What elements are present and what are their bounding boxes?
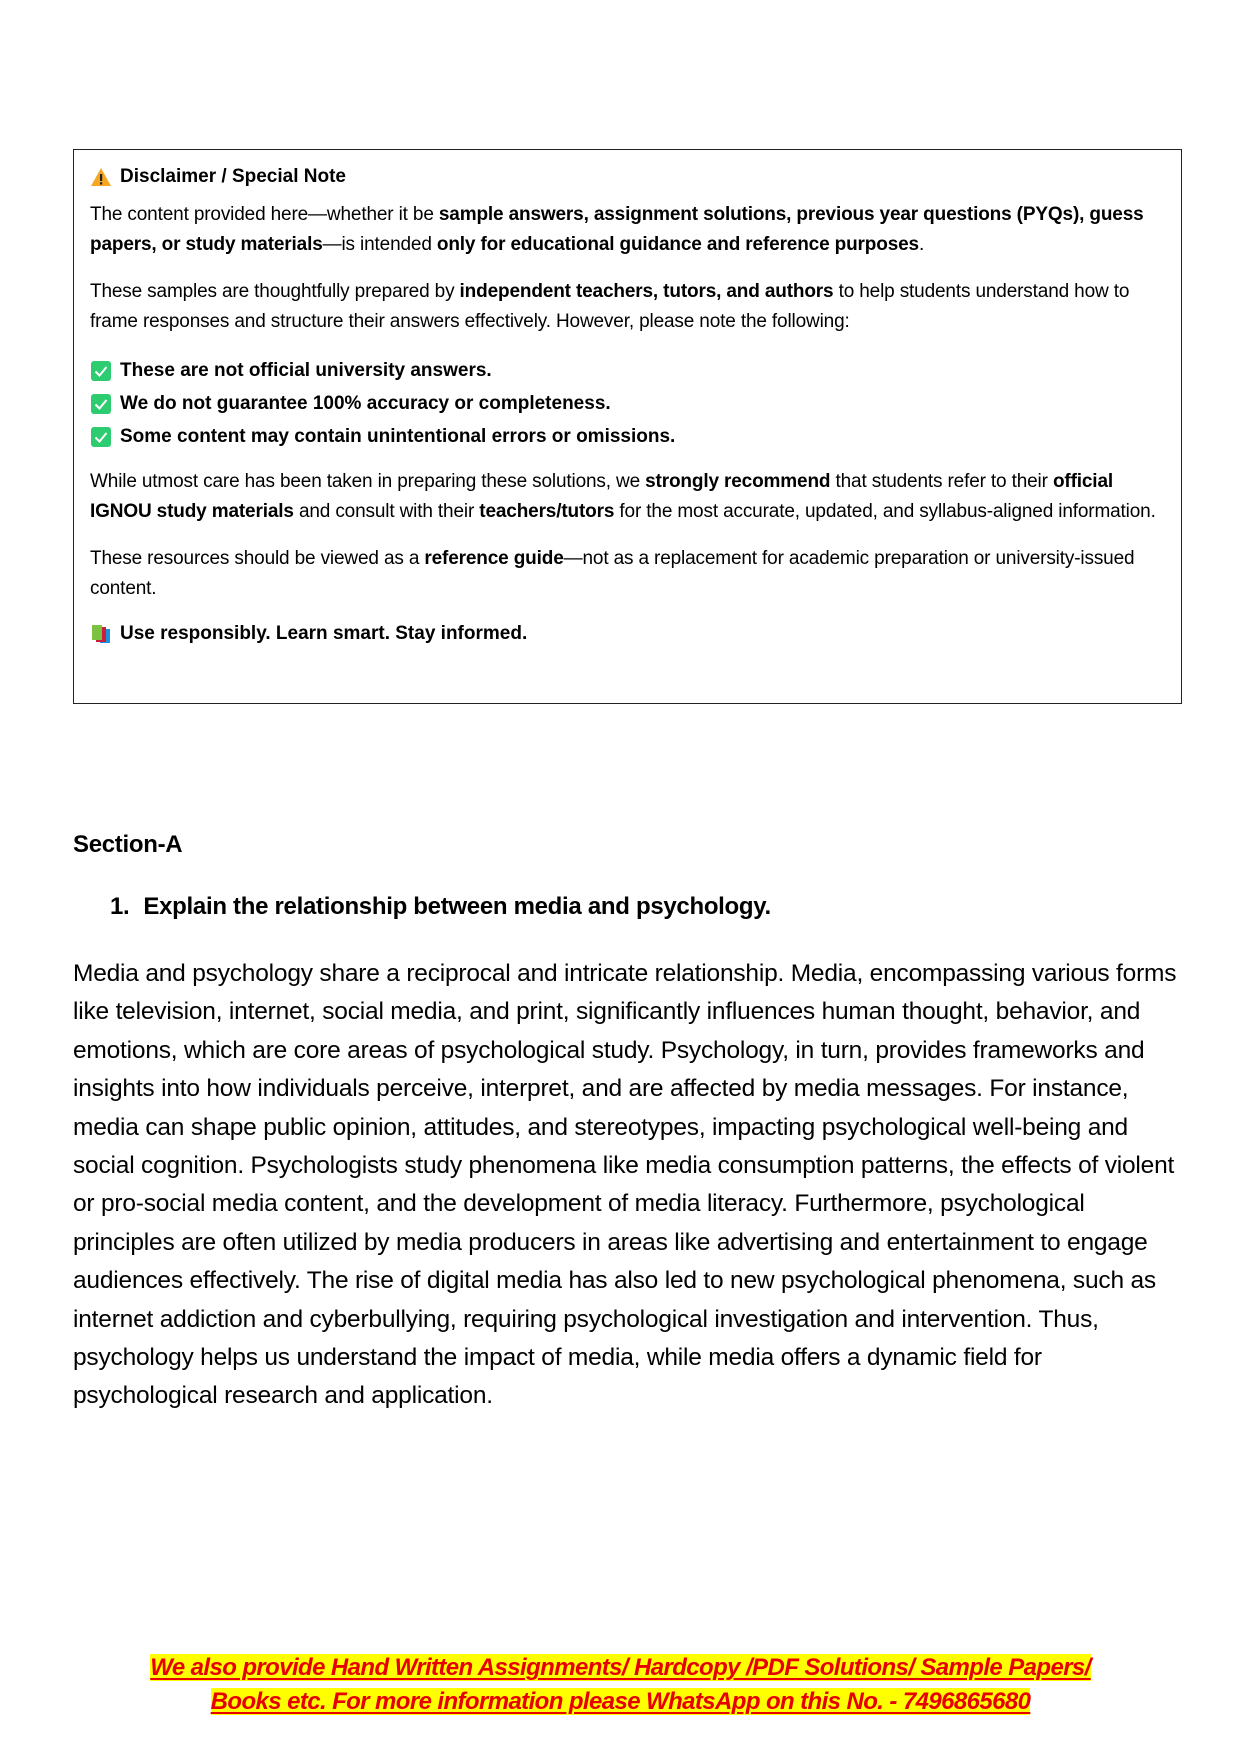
bold-run: independent teachers, tutors, and authors [459,281,834,302]
promo-line-1: We also provide Hand Written Assignments/ Hardcopy /PDF Solutions/ Sample Papers/ [150,1654,1091,1681]
question-text: Explain the relationship between media and psychology. [143,893,771,920]
text-run: to help students understand how to frame responses and structure their answers effectively. However, please note the following: [90,281,1130,332]
checklist-item [90,420,1165,453]
answer-paragraph: Media and psychology share a reciprocal and intricate relationship. Media, encompassing various forms like television, internet, social media, and print, significantly influences human thought, behavior, and emotions, which are core areas of psychological study. Psychology, in turn, provides frameworks and insights into how individuals perceive, interpret, and are affected by media messages. For instance, media can shape public opinion, attitudes, and stereotypes, impacting psychological well-being and social cognition. Psychologists study phenomena like media consumption patterns, the effects of violent or pro-social media content, and the development of media literacy. Furthermore, psychological principles are often utilized by media producers in areas like advertising and entertainment to engage audiences effectively. The rise of digital media has also led to new psychological phenomena, such as internet addiction and cyberbullying, requiring psychological investigation and intervention. Thus, psychology helps us understand the impact of media, while media offers a dynamic field for psychological research and application. [73,960,1177,1410]
text-run: —not as a replacement for academic preparation or university-issued content. [90,548,1135,599]
disclaimer-paragraph-4 [90,544,1165,604]
text-run: The content provided here—whether it be [90,204,439,225]
text-run: —is intended [322,234,437,255]
promo-banner [60,1651,1181,1719]
disclaimer-box [73,149,1182,704]
promo-line-2: Books etc. For more information please WhatsApp on this No. - 7496865680 [210,1688,1031,1715]
question-number: 1. [110,893,130,920]
checklist-item-text: These are not official university answers. [120,359,492,381]
disclaimer-title [90,162,1165,192]
question-heading [110,893,771,921]
warning-icon [90,166,112,188]
checklist-item [90,387,1165,420]
disclaimer-paragraph-2 [90,277,1165,337]
text-run: These samples are thoughtfully prepared by [90,281,460,302]
checklist-item [90,354,1165,387]
disclaimer-paragraph-1 [90,200,1165,260]
text-run: and consult with their [293,501,480,522]
disclaimer-paragraph-3 [90,467,1165,527]
bold-run: strongly recommend [645,471,831,492]
disclaimer-footer-text: Use responsibly. Learn smart. Stay informed. [120,623,528,644]
text-run: for the most accurate, updated, and syllabus-aligned information. [614,501,1156,522]
text-run: These resources should be viewed as a [90,548,425,569]
check-icon [90,360,112,382]
check-icon [90,426,112,448]
bold-run: official IGNOU study materials [90,471,1113,522]
books-icon [90,623,112,645]
bold-run: sample answers, assignment solutions, previous year questions (PYQs), guess papers, or study materials [90,204,1144,255]
checklist-item-text: Some content may contain unintentional errors or omissions. [120,425,676,447]
bold-run: only for educational guidance and reference purposes [436,234,919,255]
bold-run: teachers/tutors [479,501,615,522]
text-run: that students refer to their [830,471,1053,492]
check-icon [90,393,112,415]
text-run: . [918,234,925,255]
disclaimer-footer [90,619,1165,649]
section-title: Section-A [73,831,183,858]
bold-run: reference guide [424,548,564,569]
text-run: While utmost care has been taken in preparing these solutions, we [90,471,646,492]
disclaimer-title-text: Disclaimer / Special Note [120,166,346,187]
checklist-item-text: We do not guarantee 100% accuracy or completeness. [120,392,611,414]
disclaimer-checklist [90,354,1165,453]
